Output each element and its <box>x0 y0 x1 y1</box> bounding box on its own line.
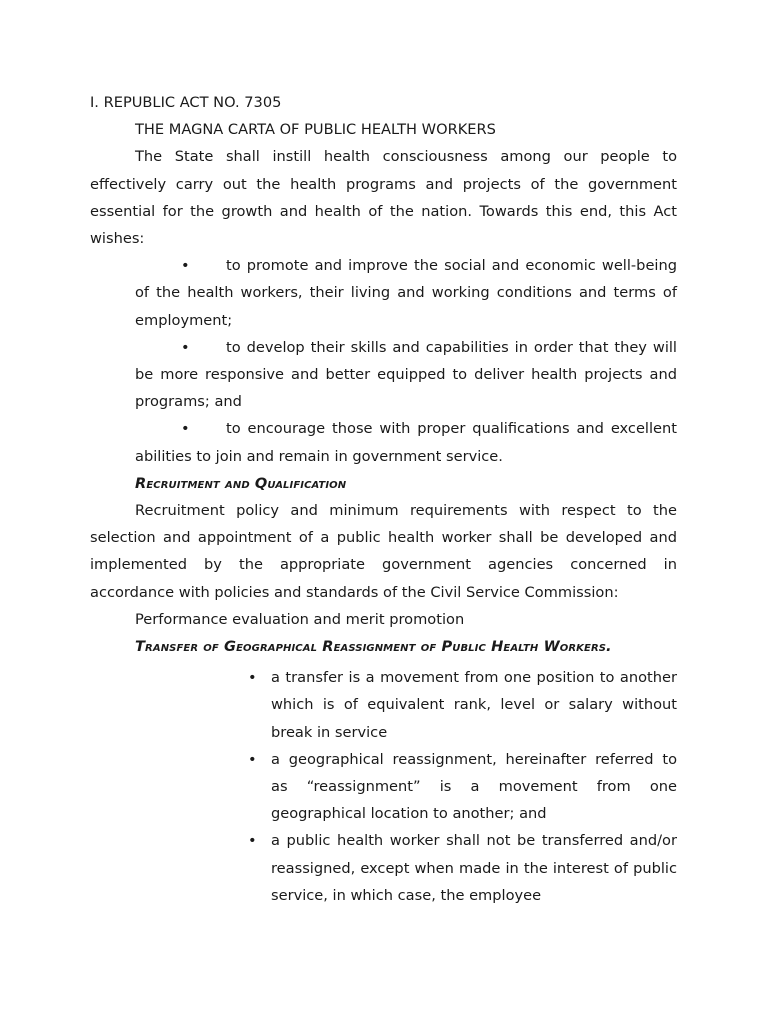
act-title: I. REPUBLIC ACT NO. 7305 <box>90 94 282 111</box>
bullet-icon: • <box>248 832 257 850</box>
transfer-item-1 <box>248 664 677 746</box>
aim-item-2 <box>135 334 677 416</box>
transfer-item-3 <box>248 827 677 909</box>
intro-paragraph: The State shall instill health consciousness among our people to effectively carry out the health programs and projects of the government essential for the growth and health of the nation. Towards this end, this Act wishes: <box>90 148 677 248</box>
transfer-item-2 <box>248 746 677 828</box>
bullet-icon: • <box>181 338 190 356</box>
aim-item-1 <box>135 252 677 334</box>
transfer-text: a public health worker shall not be transferred and/or reassigned, except when made in the interest of public service, in which case, the employee <box>271 832 677 904</box>
transfer-text: a transfer is a movement from one position to another which is of equivalent rank, level or salary without break in service <box>271 669 677 741</box>
aim-text: to encourage those with proper qualifications and excellent abilities to join and remain in government service. <box>135 420 677 465</box>
act-subtitle: THE MAGNA CARTA OF PUBLIC HEALTH WORKERS <box>135 121 496 139</box>
recruitment-heading: Recruitment and Qualification <box>135 474 347 492</box>
performance-heading: Performance evaluation and merit promotion <box>135 610 465 628</box>
transfer-text: a geographical reassignment, hereinafter referred to as “reassignment” is a movement from one geographical location to another; and <box>271 750 677 823</box>
aim-text: to promote and improve the social and economic well-being of the health workers, their living and working conditions and terms of employment; <box>135 257 677 329</box>
transfer-heading: Transfer of Geographical Reassignment of Public Health Workers. <box>135 638 612 656</box>
document-body <box>90 89 677 909</box>
aim-item-3 <box>135 415 677 469</box>
bullet-icon: • <box>248 669 257 687</box>
bullet-icon: • <box>248 750 257 768</box>
bullet-icon: • <box>181 257 190 275</box>
aim-text: to develop their skills and capabilities in order that they will be more responsive and better equipped to deliver health projects and programs; and <box>135 338 677 411</box>
recruitment-paragraph: Recruitment policy and minimum requirements with respect to the selection and appointment of a public health worker shall be developed and implemented by the appropriate government agencies concerned in accordance with policies and standards of the Civil Service Commission: <box>90 502 677 601</box>
bullet-icon: • <box>181 420 190 438</box>
